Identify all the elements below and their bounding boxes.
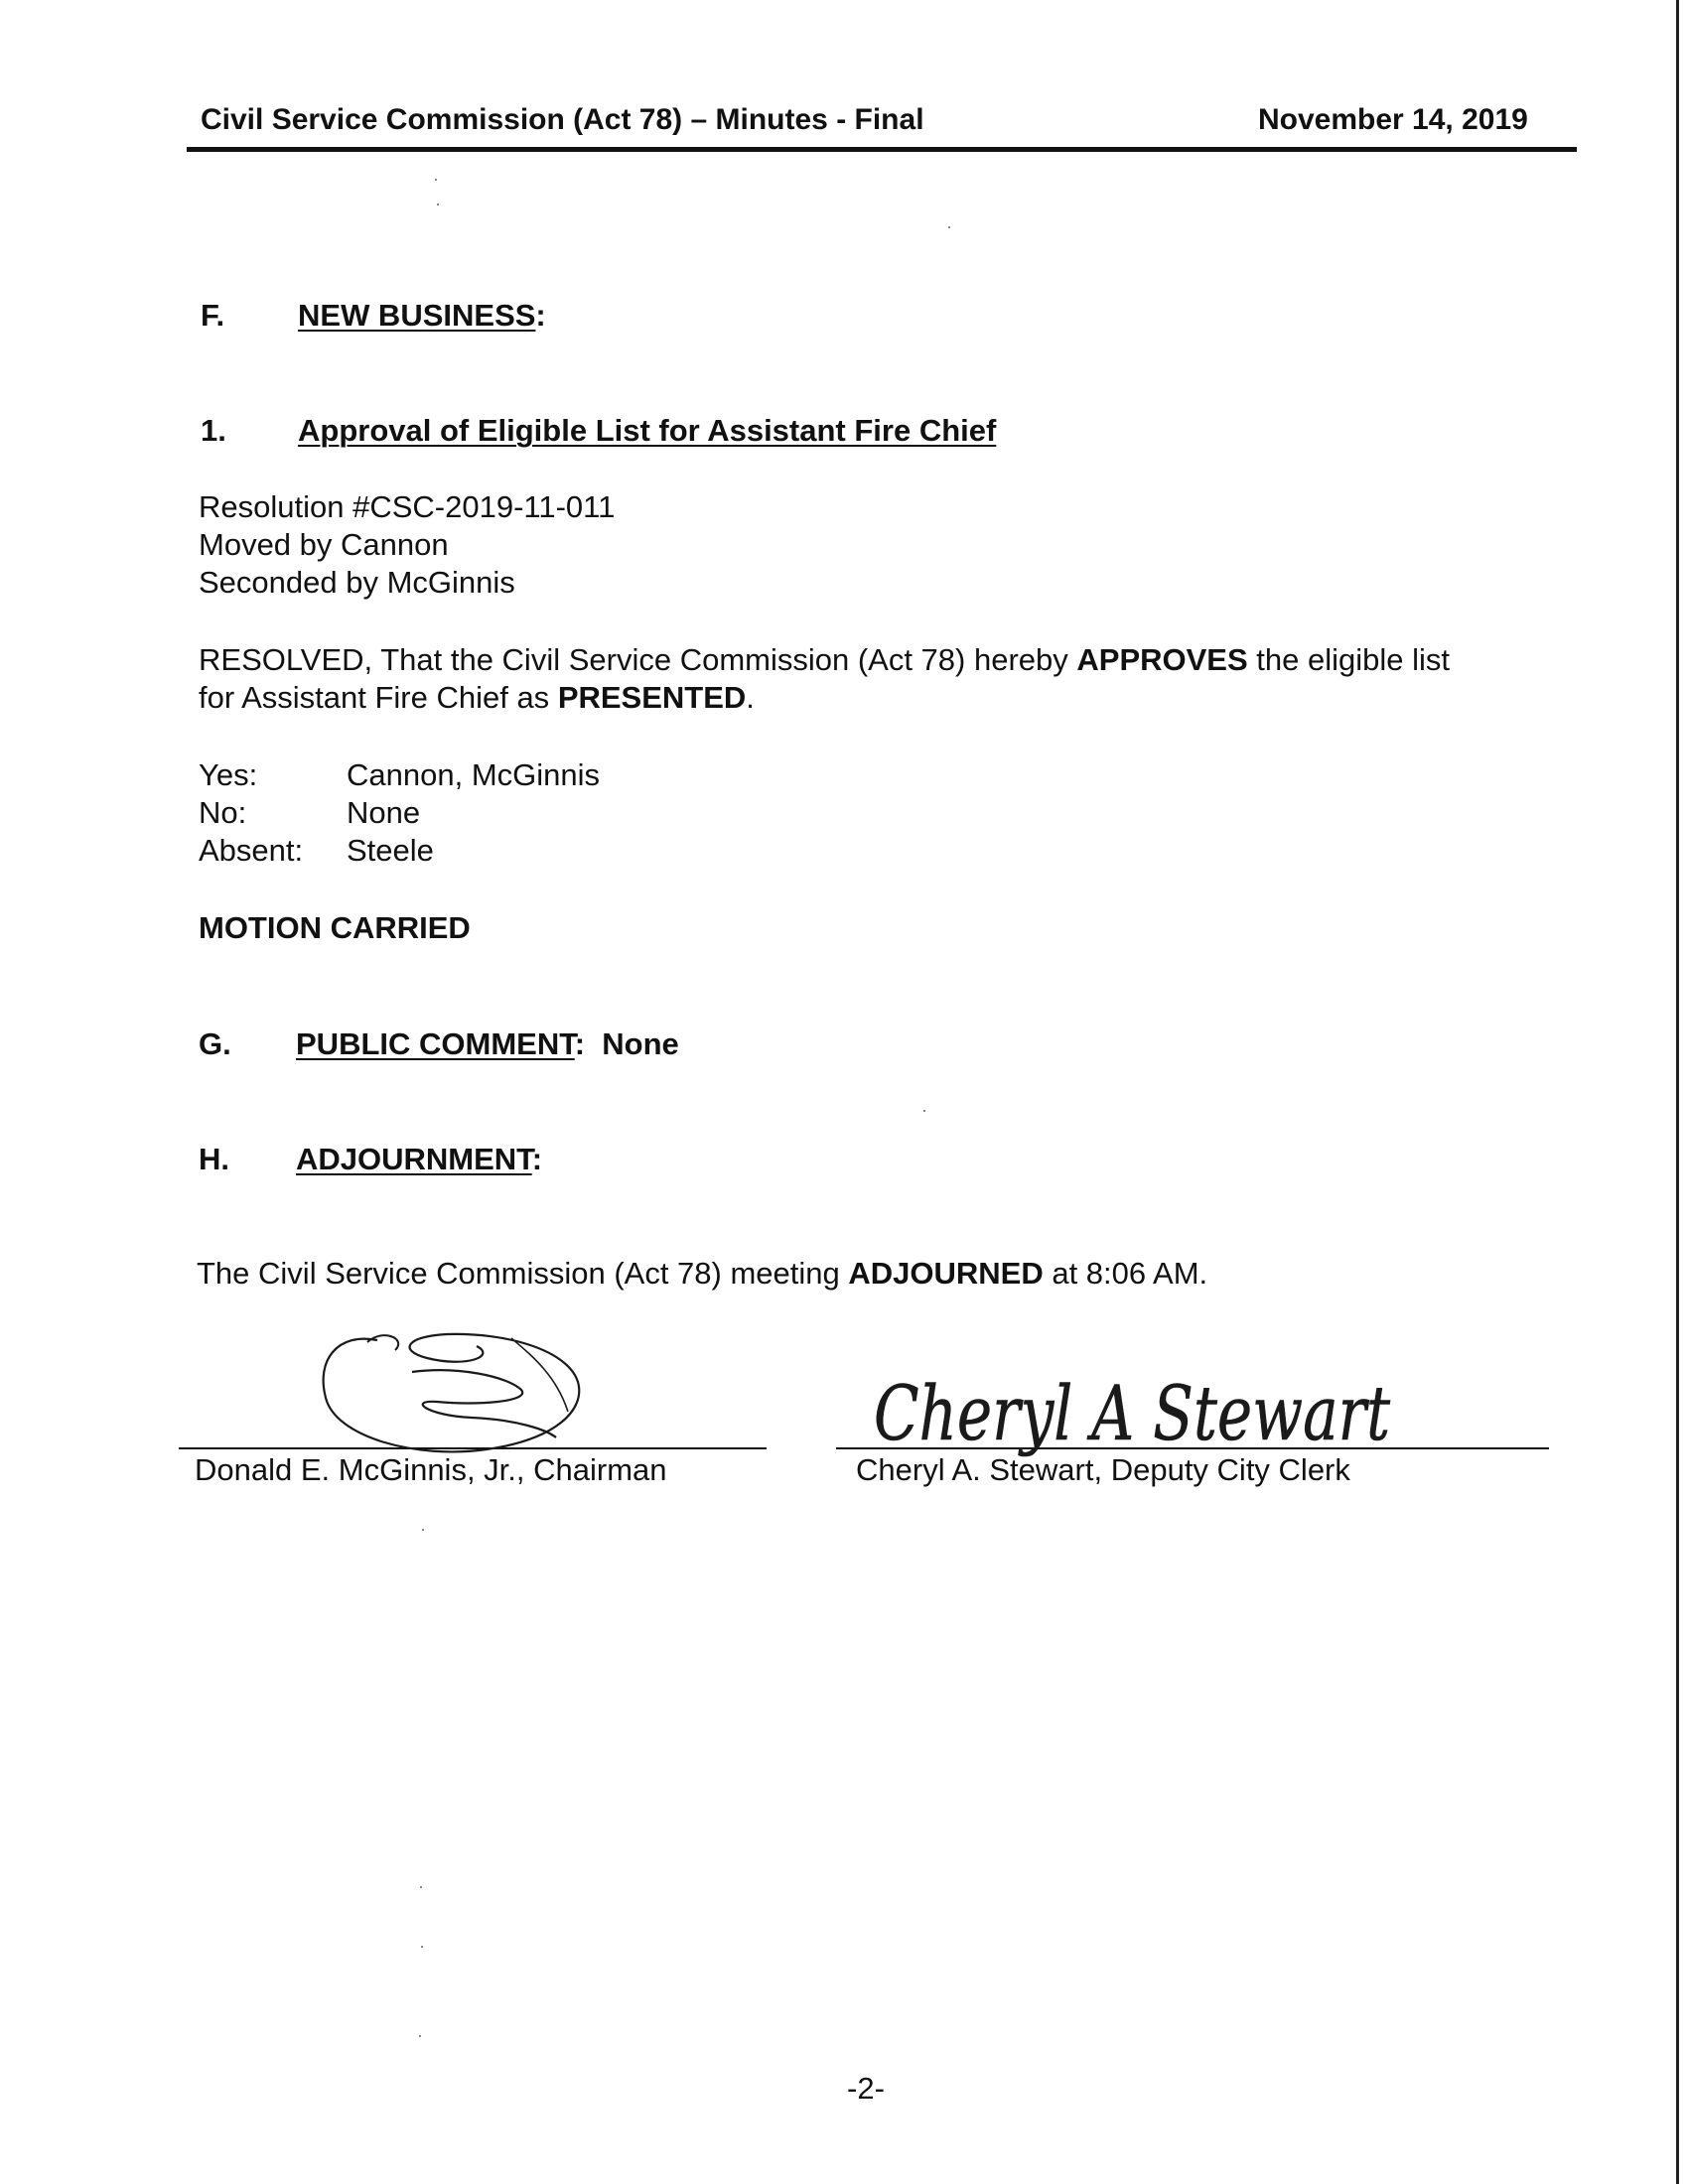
scan-speck [948,226,950,228]
adjourn-text-1: The Civil Service Commission (Act 78) meeting [197,1256,849,1291]
document-date: November 14, 2019 [1258,103,1528,136]
section-g-heading [296,1026,679,1062]
vote-yes-value: Cannon, McGinnis [347,757,601,792]
vote-yes-label: Yes: [199,757,258,792]
section-g-colon: : [574,1026,586,1061]
scan-speck [422,1529,424,1531]
adjourn-statement [197,1255,1207,1293]
resolved-line-2 [199,679,755,717]
resolved-line-1 [199,641,1450,679]
resolved-text-4: . [746,680,755,715]
clerk-signature [854,1350,1410,1459]
resolution-seconded: Seconded by McGinnis [199,565,515,600]
resolved-text-3: for Assistant Fire Chief as [199,680,558,715]
adjourn-bold: ADJOURNED [848,1256,1044,1291]
vote-absent-value: Steele [347,833,434,868]
resolved-presented: PRESENTED [557,680,747,715]
scan-speck [435,179,437,181]
page-number: -2- [847,2071,885,2106]
vote-no-label: No: [199,795,247,830]
section-g-title: PUBLIC COMMENT [296,1026,575,1061]
chairman-name: Donald E. McGinnis, Jr., Chairman [195,1452,667,1487]
section-h-colon: : [531,1142,543,1176]
document-title: Civil Service Commission (Act 78) – Minutes - Final [201,103,924,136]
section-g-letter: G. [199,1026,231,1061]
adjourn-text-2: at 8:06 AM. [1043,1256,1208,1291]
section-h-letter: H. [199,1142,229,1176]
clerk-signature-glyphs: Cheryl A Stewart [874,1369,1391,1457]
item-1-title: Approval of Eligible List for Assistant Fire Chief [298,413,997,448]
scan-speck [923,1110,925,1112]
resolution-number: Resolution #CSC-2019-11-011 [199,489,616,524]
section-h-title: ADJOURNMENT [296,1142,532,1176]
section-f-heading [298,298,546,334]
section-h-heading [296,1142,542,1177]
motion-carried: MOTION CARRIED [199,910,471,945]
scan-speck [419,2035,421,2037]
resolution-moved: Moved by Cannon [199,527,449,562]
clerk-name: Cheryl A. Stewart, Deputy City Clerk [856,1452,1350,1487]
section-f-colon: : [535,298,546,333]
page-edge-line [1676,0,1679,2184]
section-g-value: None [602,1026,679,1061]
resolved-text-2: the eligible list [1247,642,1451,677]
section-f-title: NEW BUSINESS [298,298,536,333]
vote-absent-label: Absent: [199,833,304,868]
scan-speck [420,1886,422,1888]
resolved-approves: APPROVES [1076,642,1248,677]
resolved-text-1: RESOLVED, That the Civil Service Commission (Act 78) hereby [199,642,1077,677]
item-1-number: 1. [201,413,226,448]
scan-speck [437,204,439,205]
section-f-letter: F. [201,298,225,333]
chairman-signature [308,1320,596,1469]
header-rule [187,147,1577,152]
vote-no-value: None [347,795,421,830]
scan-speck [421,1946,423,1948]
